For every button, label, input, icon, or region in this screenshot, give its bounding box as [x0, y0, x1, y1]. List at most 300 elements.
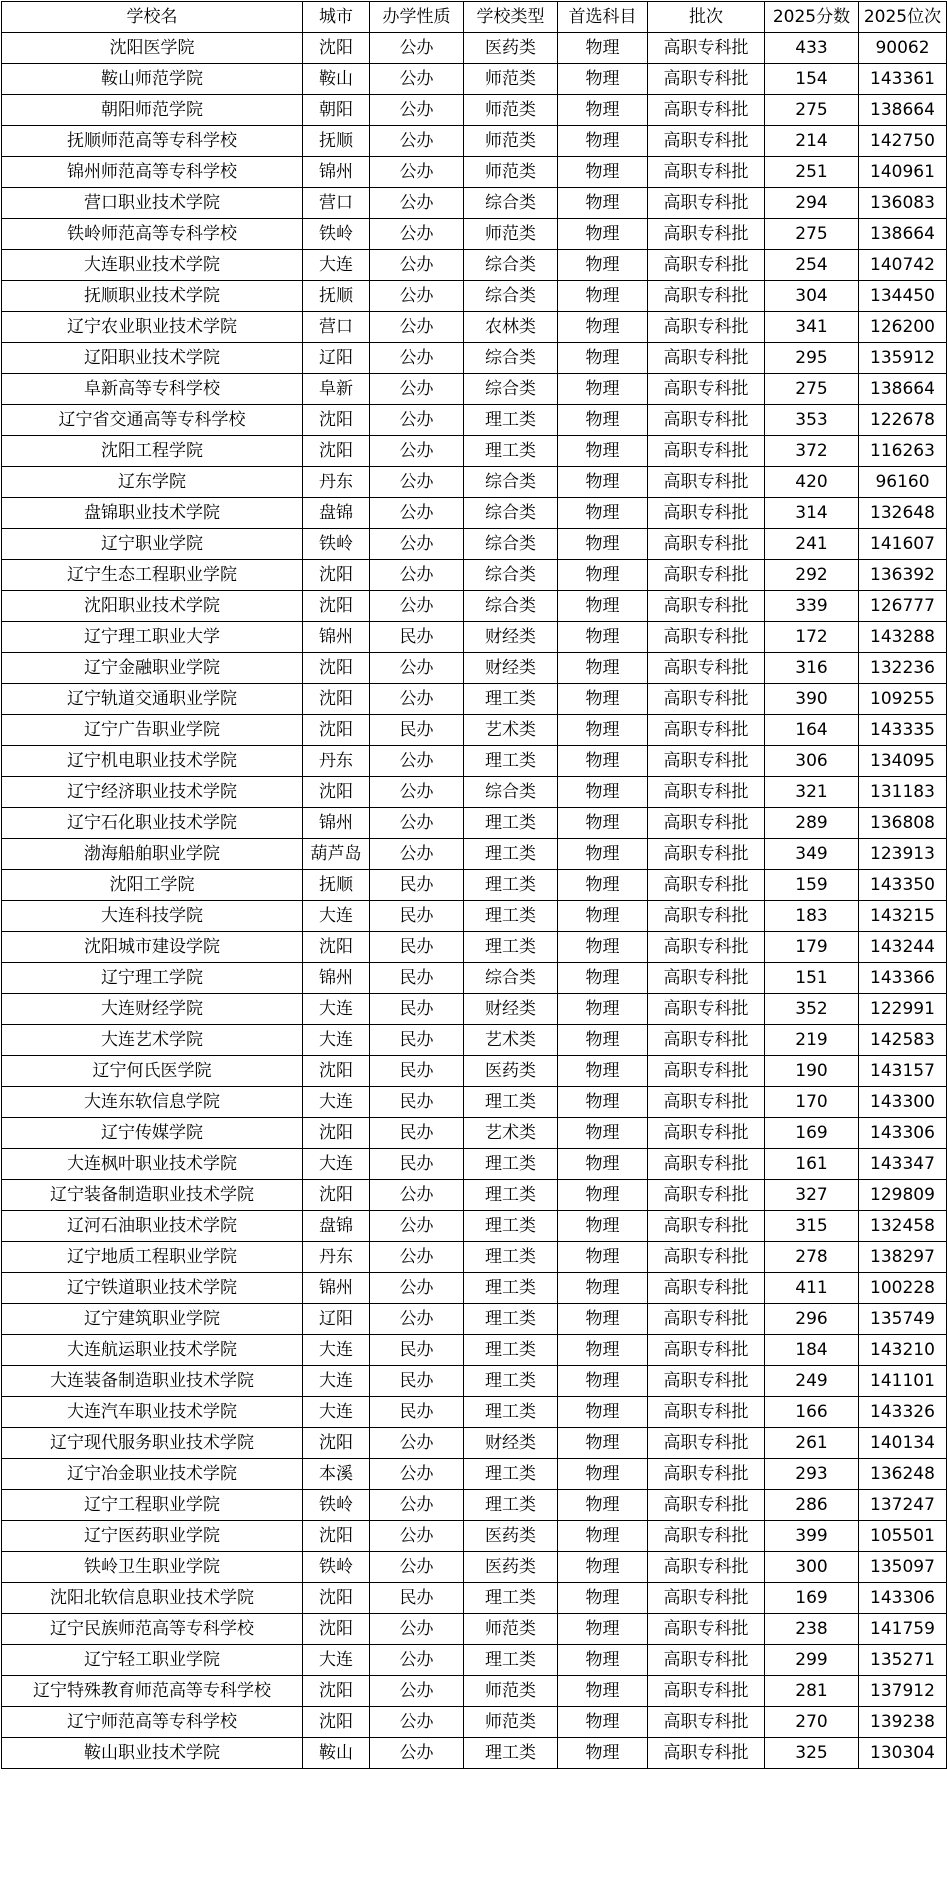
cell-batch: 高职专科批	[648, 1025, 765, 1056]
cell-score: 219	[765, 1025, 859, 1056]
cell-batch: 高职专科批	[648, 963, 765, 994]
cell-ownership: 公办	[370, 591, 464, 622]
cell-batch: 高职专科批	[648, 281, 765, 312]
header-row	[2, 2, 947, 33]
cell-city: 大连	[303, 994, 370, 1025]
cell-ownership: 公办	[370, 405, 464, 436]
cell-subject: 物理	[558, 560, 648, 591]
cell-rank: 140134	[859, 1428, 947, 1459]
cell-school-name: 辽宁装备制造职业技术学院	[2, 1180, 303, 1211]
cell-city: 鞍山	[303, 1738, 370, 1769]
table-row	[2, 1614, 947, 1645]
cell-city: 沈阳	[303, 1056, 370, 1087]
cell-school-type: 理工类	[464, 1490, 558, 1521]
cell-ownership: 民办	[370, 901, 464, 932]
cell-rank: 135097	[859, 1552, 947, 1583]
cell-subject: 物理	[558, 1366, 648, 1397]
cell-rank: 143244	[859, 932, 947, 963]
cell-school-type: 财经类	[464, 1428, 558, 1459]
table-row	[2, 1707, 947, 1738]
table-row	[2, 498, 947, 529]
cell-city: 本溪	[303, 1459, 370, 1490]
table-row	[2, 1366, 947, 1397]
cell-batch: 高职专科批	[648, 994, 765, 1025]
cell-subject: 物理	[558, 529, 648, 560]
cell-batch: 高职专科批	[648, 467, 765, 498]
cell-city: 大连	[303, 1366, 370, 1397]
table-row	[2, 529, 947, 560]
cell-school-name: 辽宁现代服务职业技术学院	[2, 1428, 303, 1459]
cell-city: 葫芦岛	[303, 839, 370, 870]
cell-score: 251	[765, 157, 859, 188]
cell-score: 327	[765, 1180, 859, 1211]
table-row	[2, 1738, 947, 1769]
cell-school-type: 师范类	[464, 64, 558, 95]
cell-city: 铁岭	[303, 1552, 370, 1583]
cell-batch: 高职专科批	[648, 405, 765, 436]
cell-rank: 129809	[859, 1180, 947, 1211]
table-row	[2, 95, 947, 126]
cell-school-type: 理工类	[464, 684, 558, 715]
cell-school-type: 综合类	[464, 963, 558, 994]
cell-school-type: 综合类	[464, 343, 558, 374]
cell-score: 295	[765, 343, 859, 374]
table-row	[2, 560, 947, 591]
table-row	[2, 1552, 947, 1583]
cell-batch: 高职专科批	[648, 1087, 765, 1118]
cell-ownership: 公办	[370, 1676, 464, 1707]
cell-score: 352	[765, 994, 859, 1025]
cell-city: 朝阳	[303, 95, 370, 126]
cell-batch: 高职专科批	[648, 126, 765, 157]
cell-school-name: 大连航运职业技术学院	[2, 1335, 303, 1366]
cell-rank: 142583	[859, 1025, 947, 1056]
cell-subject: 物理	[558, 1242, 648, 1273]
header-ownership: 办学性质	[370, 2, 464, 33]
cell-rank: 141759	[859, 1614, 947, 1645]
table-row	[2, 1087, 947, 1118]
cell-batch: 高职专科批	[648, 1614, 765, 1645]
table-row	[2, 870, 947, 901]
cell-school-name: 营口职业技术学院	[2, 188, 303, 219]
cell-school-type: 医药类	[464, 33, 558, 64]
cell-rank: 134095	[859, 746, 947, 777]
cell-score: 315	[765, 1211, 859, 1242]
cell-subject: 物理	[558, 436, 648, 467]
cell-rank: 143335	[859, 715, 947, 746]
cell-batch: 高职专科批	[648, 1242, 765, 1273]
cell-score: 261	[765, 1428, 859, 1459]
cell-school-type: 理工类	[464, 1304, 558, 1335]
cell-school-name: 辽宁铁道职业技术学院	[2, 1273, 303, 1304]
cell-school-name: 铁岭师范高等专科学校	[2, 219, 303, 250]
cell-school-type: 理工类	[464, 808, 558, 839]
cell-subject: 物理	[558, 1428, 648, 1459]
table-row	[2, 715, 947, 746]
cell-subject: 物理	[558, 157, 648, 188]
cell-batch: 高职专科批	[648, 1304, 765, 1335]
cell-ownership: 公办	[370, 374, 464, 405]
cell-school-name: 阜新高等专科学校	[2, 374, 303, 405]
cell-ownership: 公办	[370, 33, 464, 64]
cell-school-type: 师范类	[464, 1614, 558, 1645]
cell-rank: 143326	[859, 1397, 947, 1428]
cell-subject: 物理	[558, 622, 648, 653]
cell-score: 172	[765, 622, 859, 653]
table-row	[2, 1180, 947, 1211]
cell-batch: 高职专科批	[648, 157, 765, 188]
cell-ownership: 公办	[370, 498, 464, 529]
cell-score: 399	[765, 1521, 859, 1552]
cell-school-type: 综合类	[464, 188, 558, 219]
cell-score: 275	[765, 219, 859, 250]
cell-rank: 126777	[859, 591, 947, 622]
cell-city: 沈阳	[303, 1676, 370, 1707]
cell-city: 沈阳	[303, 560, 370, 591]
cell-batch: 高职专科批	[648, 64, 765, 95]
cell-batch: 高职专科批	[648, 1459, 765, 1490]
cell-school-type: 综合类	[464, 498, 558, 529]
cell-score: 289	[765, 808, 859, 839]
cell-school-name: 辽宁广告职业学院	[2, 715, 303, 746]
cell-school-type: 理工类	[464, 436, 558, 467]
cell-rank: 131183	[859, 777, 947, 808]
cell-school-name: 辽宁理工学院	[2, 963, 303, 994]
cell-ownership: 民办	[370, 994, 464, 1025]
table-row	[2, 1273, 947, 1304]
cell-rank: 136808	[859, 808, 947, 839]
cell-score: 190	[765, 1056, 859, 1087]
cell-subject: 物理	[558, 1645, 648, 1676]
header-school-name: 学校名	[2, 2, 303, 33]
cell-batch: 高职专科批	[648, 1428, 765, 1459]
cell-subject: 物理	[558, 1707, 648, 1738]
cell-rank: 134450	[859, 281, 947, 312]
cell-subject: 物理	[558, 1614, 648, 1645]
cell-school-name: 鞍山师范学院	[2, 64, 303, 95]
cell-ownership: 公办	[370, 1428, 464, 1459]
cell-ownership: 公办	[370, 436, 464, 467]
cell-rank: 143366	[859, 963, 947, 994]
table-row	[2, 901, 947, 932]
cell-score: 316	[765, 653, 859, 684]
cell-city: 阜新	[303, 374, 370, 405]
cell-score: 299	[765, 1645, 859, 1676]
cell-school-name: 沈阳城市建设学院	[2, 932, 303, 963]
cell-school-type: 师范类	[464, 95, 558, 126]
table-row	[2, 1211, 947, 1242]
cell-batch: 高职专科批	[648, 95, 765, 126]
cell-subject: 物理	[558, 1335, 648, 1366]
cell-school-type: 综合类	[464, 560, 558, 591]
cell-school-type: 理工类	[464, 870, 558, 901]
cell-ownership: 公办	[370, 188, 464, 219]
cell-city: 锦州	[303, 963, 370, 994]
cell-subject: 物理	[558, 467, 648, 498]
cell-score: 339	[765, 591, 859, 622]
cell-rank: 123913	[859, 839, 947, 870]
cell-school-type: 医药类	[464, 1552, 558, 1583]
table-row	[2, 994, 947, 1025]
cell-score: 179	[765, 932, 859, 963]
cell-batch: 高职专科批	[648, 436, 765, 467]
cell-school-name: 大连科技学院	[2, 901, 303, 932]
cell-school-name: 沈阳工程学院	[2, 436, 303, 467]
cell-subject: 物理	[558, 1583, 648, 1614]
cell-subject: 物理	[558, 374, 648, 405]
cell-batch: 高职专科批	[648, 1521, 765, 1552]
cell-score: 349	[765, 839, 859, 870]
cell-city: 沈阳	[303, 777, 370, 808]
cell-school-type: 理工类	[464, 1645, 558, 1676]
cell-score: 292	[765, 560, 859, 591]
cell-subject: 物理	[558, 188, 648, 219]
cell-score: 433	[765, 33, 859, 64]
cell-school-type: 理工类	[464, 1273, 558, 1304]
cell-school-name: 辽宁师范高等专科学校	[2, 1707, 303, 1738]
cell-subject: 物理	[558, 1056, 648, 1087]
table-row	[2, 1459, 947, 1490]
cell-city: 沈阳	[303, 1614, 370, 1645]
table-row	[2, 250, 947, 281]
table-row	[2, 33, 947, 64]
cell-school-type: 财经类	[464, 653, 558, 684]
cell-batch: 高职专科批	[648, 529, 765, 560]
cell-score: 325	[765, 1738, 859, 1769]
cell-school-name: 辽宁职业学院	[2, 529, 303, 560]
cell-school-name: 抚顺职业技术学院	[2, 281, 303, 312]
cell-school-name: 沈阳医学院	[2, 33, 303, 64]
cell-school-name: 辽宁轻工职业学院	[2, 1645, 303, 1676]
cell-score: 321	[765, 777, 859, 808]
table-row	[2, 1335, 947, 1366]
cell-ownership: 公办	[370, 1614, 464, 1645]
cell-rank: 143300	[859, 1087, 947, 1118]
cell-school-name: 盘锦职业技术学院	[2, 498, 303, 529]
cell-batch: 高职专科批	[648, 312, 765, 343]
cell-city: 抚顺	[303, 870, 370, 901]
cell-batch: 高职专科批	[648, 591, 765, 622]
table-row	[2, 343, 947, 374]
cell-ownership: 公办	[370, 1180, 464, 1211]
cell-city: 铁岭	[303, 1490, 370, 1521]
cell-rank: 138297	[859, 1242, 947, 1273]
cell-ownership: 民办	[370, 1397, 464, 1428]
table-row	[2, 1397, 947, 1428]
cell-subject: 物理	[558, 312, 648, 343]
cell-rank: 138664	[859, 374, 947, 405]
cell-school-name: 辽宁省交通高等专科学校	[2, 405, 303, 436]
cell-ownership: 公办	[370, 343, 464, 374]
cell-score: 281	[765, 1676, 859, 1707]
cell-school-type: 师范类	[464, 1676, 558, 1707]
cell-subject: 物理	[558, 963, 648, 994]
cell-rank: 105501	[859, 1521, 947, 1552]
cell-school-type: 理工类	[464, 1335, 558, 1366]
cell-score: 254	[765, 250, 859, 281]
cell-school-type: 综合类	[464, 281, 558, 312]
table-row	[2, 932, 947, 963]
cell-school-type: 综合类	[464, 250, 558, 281]
cell-city: 沈阳	[303, 1118, 370, 1149]
cell-rank: 138664	[859, 219, 947, 250]
cell-city: 锦州	[303, 622, 370, 653]
cell-subject: 物理	[558, 126, 648, 157]
cell-ownership: 公办	[370, 126, 464, 157]
cell-score: 278	[765, 1242, 859, 1273]
cell-rank: 136248	[859, 1459, 947, 1490]
cell-ownership: 民办	[370, 715, 464, 746]
cell-ownership: 民办	[370, 1335, 464, 1366]
cell-rank: 143361	[859, 64, 947, 95]
cell-school-name: 大连艺术学院	[2, 1025, 303, 1056]
cell-school-type: 医药类	[464, 1056, 558, 1087]
cell-score: 214	[765, 126, 859, 157]
table-row	[2, 312, 947, 343]
cell-score: 275	[765, 95, 859, 126]
cell-school-name: 辽宁生态工程职业学院	[2, 560, 303, 591]
cell-subject: 物理	[558, 1273, 648, 1304]
cell-school-type: 师范类	[464, 157, 558, 188]
cell-score: 353	[765, 405, 859, 436]
cell-batch: 高职专科批	[648, 1738, 765, 1769]
cell-subject: 物理	[558, 1521, 648, 1552]
cell-city: 大连	[303, 1025, 370, 1056]
cell-batch: 高职专科批	[648, 188, 765, 219]
table-row	[2, 1676, 947, 1707]
cell-batch: 高职专科批	[648, 33, 765, 64]
table-row	[2, 1304, 947, 1335]
cell-rank: 96160	[859, 467, 947, 498]
cell-school-name: 辽宁传媒学院	[2, 1118, 303, 1149]
cell-ownership: 公办	[370, 777, 464, 808]
cell-batch: 高职专科批	[648, 1645, 765, 1676]
cell-city: 丹东	[303, 746, 370, 777]
cell-subject: 物理	[558, 343, 648, 374]
cell-ownership: 民办	[370, 1025, 464, 1056]
cell-batch: 高职专科批	[648, 560, 765, 591]
cell-city: 大连	[303, 901, 370, 932]
cell-school-type: 理工类	[464, 1397, 558, 1428]
cell-batch: 高职专科批	[648, 219, 765, 250]
cell-score: 286	[765, 1490, 859, 1521]
cell-school-name: 辽宁地质工程职业学院	[2, 1242, 303, 1273]
cell-batch: 高职专科批	[648, 1180, 765, 1211]
cell-city: 沈阳	[303, 1428, 370, 1459]
cell-rank: 140742	[859, 250, 947, 281]
cell-score: 341	[765, 312, 859, 343]
cell-city: 沈阳	[303, 684, 370, 715]
cell-ownership: 公办	[370, 1304, 464, 1335]
cell-rank: 122678	[859, 405, 947, 436]
cell-subject: 物理	[558, 746, 648, 777]
table-row	[2, 467, 947, 498]
table-row	[2, 188, 947, 219]
cell-ownership: 公办	[370, 684, 464, 715]
cell-subject: 物理	[558, 994, 648, 1025]
cell-ownership: 民办	[370, 932, 464, 963]
cell-school-name: 沈阳职业技术学院	[2, 591, 303, 622]
cell-score: 296	[765, 1304, 859, 1335]
cell-ownership: 公办	[370, 1273, 464, 1304]
cell-batch: 高职专科批	[648, 1552, 765, 1583]
cell-school-type: 理工类	[464, 1180, 558, 1211]
table-row	[2, 219, 947, 250]
cell-batch: 高职专科批	[648, 1056, 765, 1087]
cell-score: 372	[765, 436, 859, 467]
cell-rank: 132458	[859, 1211, 947, 1242]
cell-rank: 143347	[859, 1149, 947, 1180]
cell-ownership: 民办	[370, 1583, 464, 1614]
table-row	[2, 281, 947, 312]
cell-score: 169	[765, 1118, 859, 1149]
table-row	[2, 1583, 947, 1614]
cell-school-type: 综合类	[464, 374, 558, 405]
cell-school-name: 大连东软信息学院	[2, 1087, 303, 1118]
cell-ownership: 公办	[370, 1490, 464, 1521]
table-row	[2, 746, 947, 777]
cell-school-name: 辽宁民族师范高等专科学校	[2, 1614, 303, 1645]
cell-batch: 高职专科批	[648, 498, 765, 529]
cell-subject: 物理	[558, 1304, 648, 1335]
cell-score: 314	[765, 498, 859, 529]
cell-city: 锦州	[303, 157, 370, 188]
cell-score: 154	[765, 64, 859, 95]
cell-school-type: 理工类	[464, 1583, 558, 1614]
table-row	[2, 157, 947, 188]
cell-ownership: 公办	[370, 1459, 464, 1490]
cell-school-name: 辽阳职业技术学院	[2, 343, 303, 374]
cell-batch: 高职专科批	[648, 839, 765, 870]
cell-school-name: 大连枫叶职业技术学院	[2, 1149, 303, 1180]
cell-batch: 高职专科批	[648, 746, 765, 777]
cell-ownership: 民办	[370, 963, 464, 994]
table-row	[2, 1149, 947, 1180]
cell-score: 238	[765, 1614, 859, 1645]
table-row	[2, 1025, 947, 1056]
cell-ownership: 公办	[370, 157, 464, 188]
cell-ownership: 公办	[370, 1521, 464, 1552]
cell-ownership: 公办	[370, 467, 464, 498]
cell-ownership: 民办	[370, 1087, 464, 1118]
cell-batch: 高职专科批	[648, 250, 765, 281]
cell-city: 抚顺	[303, 126, 370, 157]
cell-score: 306	[765, 746, 859, 777]
cell-ownership: 公办	[370, 219, 464, 250]
cell-ownership: 公办	[370, 653, 464, 684]
cell-score: 300	[765, 1552, 859, 1583]
cell-city: 丹东	[303, 467, 370, 498]
cell-school-type: 综合类	[464, 529, 558, 560]
cell-batch: 高职专科批	[648, 1583, 765, 1614]
cell-city: 大连	[303, 1397, 370, 1428]
cell-school-name: 大连汽车职业技术学院	[2, 1397, 303, 1428]
table-row	[2, 622, 947, 653]
header-score: 2025分数	[765, 2, 859, 33]
cell-rank: 100228	[859, 1273, 947, 1304]
cell-school-name: 大连财经学院	[2, 994, 303, 1025]
cell-school-type: 理工类	[464, 405, 558, 436]
cell-city: 沈阳	[303, 405, 370, 436]
cell-rank: 143306	[859, 1583, 947, 1614]
cell-batch: 高职专科批	[648, 1273, 765, 1304]
cell-school-type: 综合类	[464, 777, 558, 808]
cell-school-name: 辽宁机电职业技术学院	[2, 746, 303, 777]
cell-ownership: 民办	[370, 622, 464, 653]
cell-rank: 142750	[859, 126, 947, 157]
cell-city: 锦州	[303, 808, 370, 839]
cell-rank: 137247	[859, 1490, 947, 1521]
